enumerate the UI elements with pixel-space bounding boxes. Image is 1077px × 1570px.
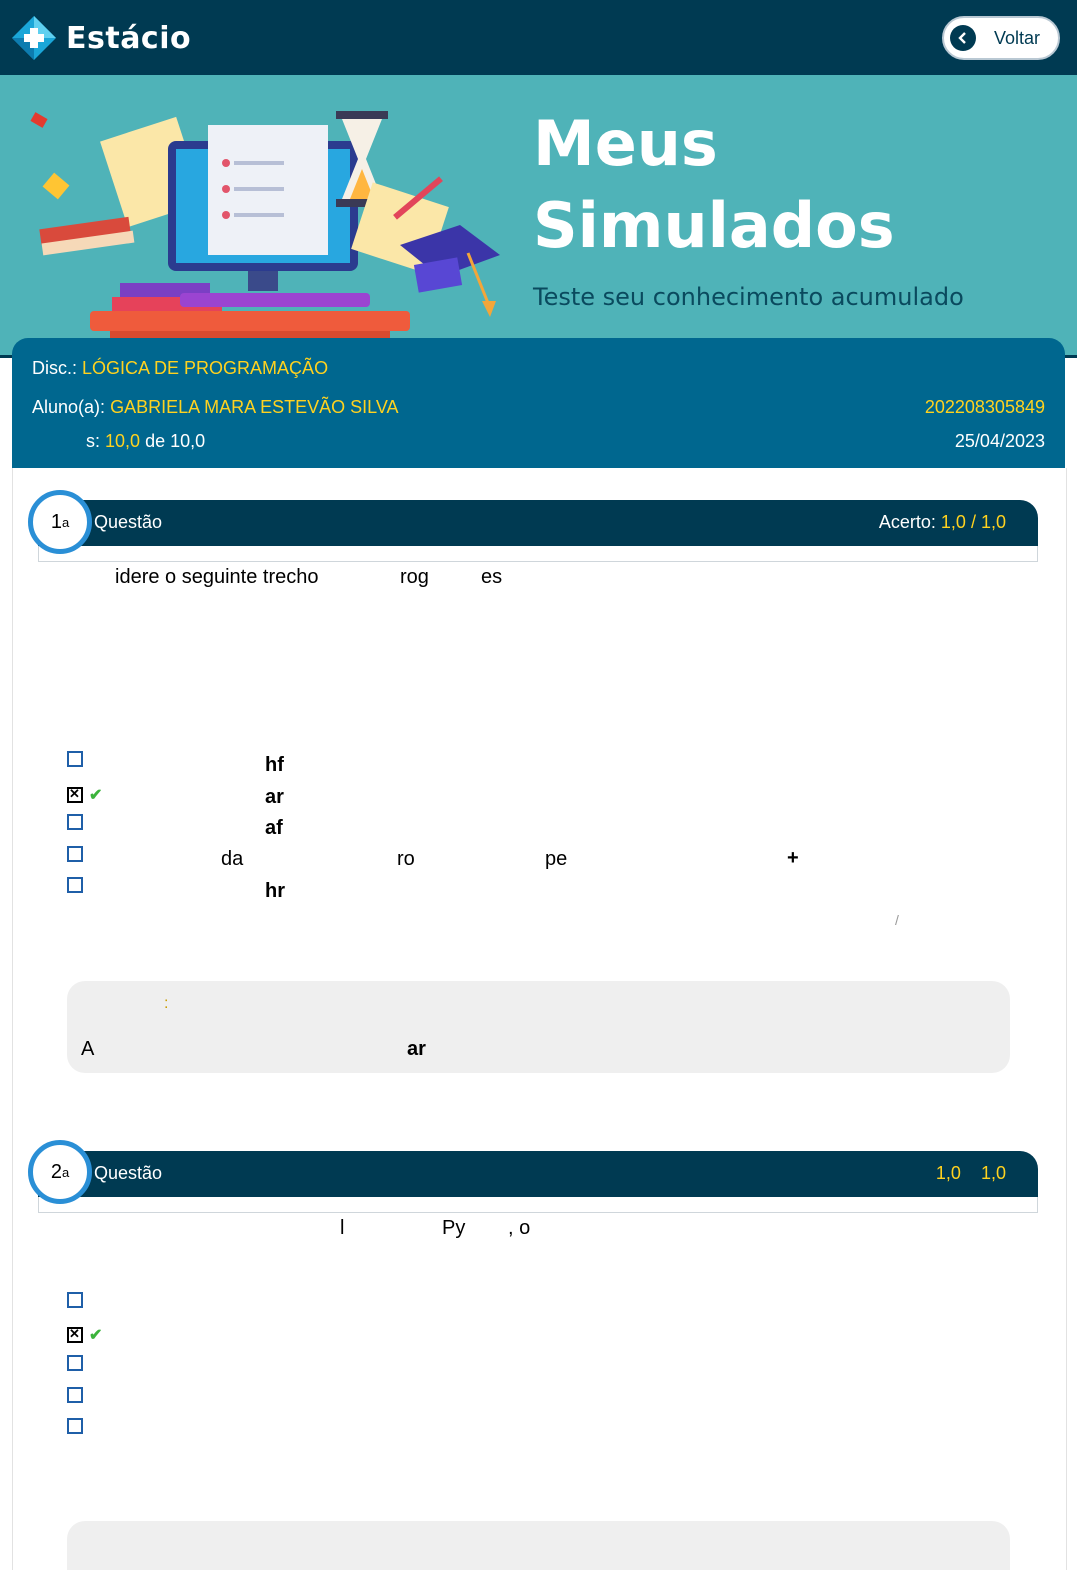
question-2-score-value: 1,0 [935, 1163, 961, 1183]
question-1-option-4-frag-2: ro [397, 848, 415, 870]
study-illustration [20, 105, 520, 355]
question-2-option-3-checkbox[interactable] [67, 1355, 83, 1371]
question-1-feedback-a: A [81, 1038, 95, 1060]
question-2-option-4-checkbox[interactable] [67, 1387, 83, 1403]
question-1-feedback [67, 981, 1010, 1073]
question-1-score-label: Acerto: [878, 512, 936, 532]
page-title-line1: Meus [533, 107, 718, 180]
question-1-header [38, 500, 1038, 546]
question-2-option-2-checkbox[interactable] [67, 1327, 83, 1343]
question-1-slash: / [895, 912, 899, 928]
question-2-number: 2 [50, 1160, 62, 1183]
question-1-badge [28, 490, 92, 554]
back-button-label: Voltar [994, 27, 1041, 48]
question-1-option-3-checkbox[interactable] [67, 814, 83, 830]
question-2-header [38, 1151, 1038, 1197]
discipline-row [32, 358, 328, 379]
question-1-separator [38, 546, 1038, 562]
score-row [86, 431, 205, 452]
question-1-feedback-colon: : [164, 995, 169, 1012]
question-1-option-4-frag-4: + [787, 847, 799, 869]
question-1-option-4-frag-3: pe [545, 848, 568, 870]
question-1-option-3-text: af [265, 817, 283, 839]
estacio-logo-icon [10, 14, 58, 62]
page-title [533, 103, 1053, 267]
correct-check-icon: ✔ [89, 1327, 103, 1344]
question-2-label: Questão [94, 1163, 163, 1183]
question-1-option-5-text: hr [265, 880, 285, 902]
correct-check-icon: ✔ [89, 787, 103, 804]
question-1-option-1-checkbox[interactable] [67, 751, 83, 767]
question-1-score-total: 1,0 [980, 512, 1006, 532]
top-bar [0, 0, 1077, 75]
question-2-ordinal: a [61, 1164, 70, 1180]
logo-text: Estácio [66, 20, 192, 56]
question-1-option-1-text: hf [265, 754, 284, 776]
page-title-line2: Simulados [533, 189, 895, 262]
discipline-label: Disc.: [32, 358, 77, 378]
question-2-statement-a: l [340, 1217, 345, 1239]
question-1-option-5-checkbox[interactable] [67, 877, 83, 893]
question-2-option-1-checkbox[interactable] [67, 1292, 83, 1308]
question-2-statement-b: Py [442, 1217, 466, 1239]
question-1-option-4-checkbox[interactable] [67, 846, 83, 862]
question-2-separator [38, 1197, 1038, 1213]
question-1-score-sep: / [970, 512, 976, 532]
question-2-statement-c: , o [508, 1217, 531, 1239]
chevron-left-icon [950, 25, 976, 51]
score-total: de 10,0 [145, 431, 206, 451]
student-row [32, 397, 399, 418]
question-1-statement-b: rog [400, 566, 429, 588]
question-1-feedback-text: ar [407, 1038, 426, 1060]
question-1-number: 1 [50, 510, 62, 533]
question-1-statement-a: idere o seguinte trecho [115, 566, 319, 588]
question-1-option-2-checkbox[interactable] [67, 787, 83, 803]
student-info-panel [12, 338, 1065, 468]
question-1-score [879, 512, 1006, 533]
estacio-logo[interactable] [10, 14, 191, 62]
page-subtitle: Teste seu conhecimento acumulado [533, 283, 964, 311]
exam-date: 25/04/2023 [954, 431, 1045, 451]
hero-banner [0, 75, 1077, 358]
score-value: 10,0 [105, 431, 141, 451]
question-1-label: Questão [94, 512, 163, 532]
question-2-option-5-checkbox[interactable] [67, 1418, 83, 1434]
student-label: Aluno(a): [32, 397, 106, 417]
question-2-badge [28, 1140, 92, 1204]
back-button[interactable] [942, 16, 1060, 60]
question-1-statement-c: es [481, 566, 503, 588]
score-prefix: s: [86, 431, 101, 451]
question-2-score [936, 1163, 1006, 1184]
student-name: GABRIELA MARA ESTEVÃO SILVA [110, 397, 399, 417]
discipline-value: LÓGICA DE PROGRAMAÇÃO [82, 358, 329, 378]
question-1-option-4-frag-1: da [221, 848, 244, 870]
question-1-score-value: 1,0 [940, 512, 966, 532]
question-1-option-2-text: ar [265, 786, 284, 808]
question-2-feedback [67, 1521, 1010, 1570]
question-2-score-total: 1,0 [980, 1163, 1006, 1183]
question-1-ordinal: a [61, 514, 70, 530]
student-id: 202208305849 [924, 397, 1045, 417]
